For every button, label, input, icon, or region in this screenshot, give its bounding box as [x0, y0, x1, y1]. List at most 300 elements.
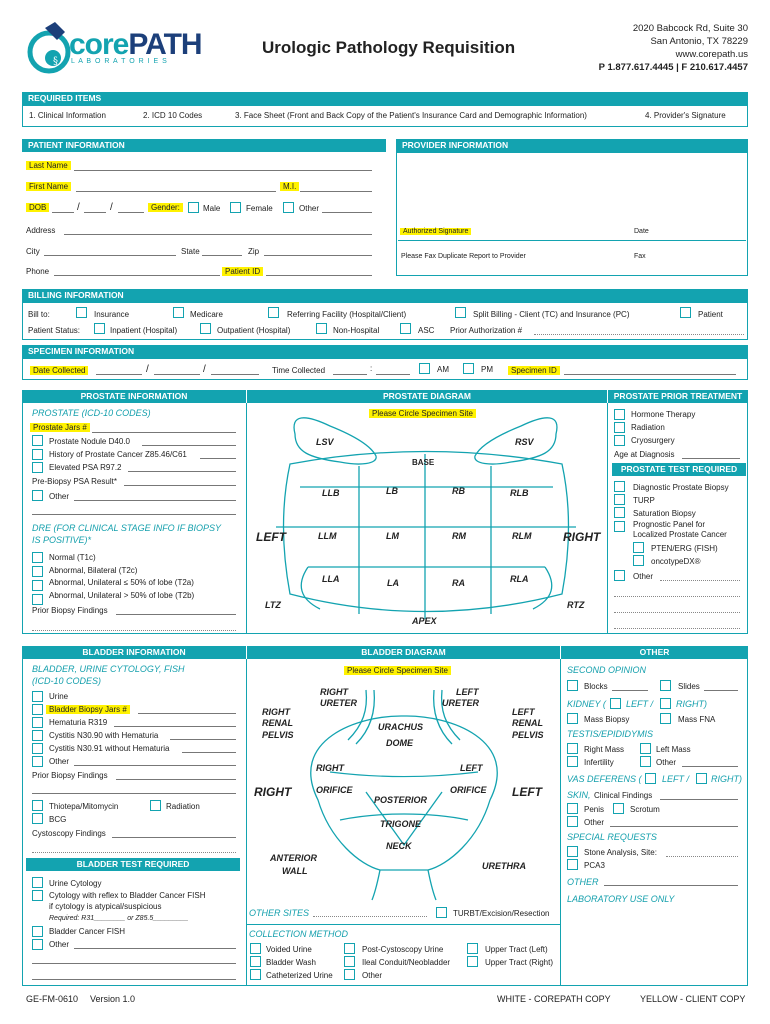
- bladder-diagram-header: BLADDER DIAGRAM: [246, 646, 560, 659]
- left-mass-checkbox[interactable]: [640, 743, 651, 754]
- prostate-prior-biopsy-label: Prior Biopsy Findings: [32, 606, 108, 615]
- dome-label: DOME: [386, 738, 413, 748]
- left-renal-pelvis-label-1: LEFT: [512, 707, 535, 717]
- urethra-label: URETHRA: [482, 861, 526, 871]
- last-name-label: Last Name: [26, 161, 71, 170]
- lsv-label: LSV: [316, 437, 334, 447]
- inpatient-checkbox[interactable]: [94, 323, 105, 334]
- urine-cytology-label: Urine Cytology: [49, 879, 102, 888]
- dre-bilateral-checkbox[interactable]: [32, 566, 43, 577]
- prostate-right-label: RIGHT: [563, 530, 601, 544]
- required-item-3: 3. Face Sheet (Front and Back Copy of the Patient's Insurance Card and Demographic Information): [235, 111, 587, 120]
- dre-unilateral-le50-checkbox[interactable]: [32, 580, 43, 591]
- right-ureter-label-2: URETER: [320, 698, 358, 708]
- required-items-box: [22, 105, 748, 127]
- cytology-reflex-label-2: if cytology is atypical/suspicious: [49, 902, 162, 911]
- skin-other-field[interactable]: [610, 826, 738, 827]
- header-address: [599, 22, 748, 74]
- prostate-other-checkbox[interactable]: [32, 490, 43, 501]
- cystitis-without-hematuria-field[interactable]: [182, 752, 236, 753]
- second-opinion-heading: SECOND OPINION: [567, 665, 647, 675]
- prostate-test-other-field-4[interactable]: [614, 628, 740, 629]
- am-checkbox[interactable]: [419, 363, 430, 374]
- rlb-label: RLB: [510, 488, 529, 498]
- time-hour-field[interactable]: [333, 374, 367, 375]
- ra-label: RA: [452, 578, 465, 588]
- bladder-test-other-field[interactable]: [74, 948, 236, 949]
- llm-label: LLM: [318, 531, 337, 541]
- bill-to-label: Bill to:: [28, 310, 50, 319]
- outpatient-checkbox[interactable]: [200, 323, 211, 334]
- gender-other-field[interactable]: [322, 212, 372, 213]
- address-line1: 2020 Babcock Rd, Suite 30: [632, 23, 748, 34]
- phone-field[interactable]: [54, 275, 220, 276]
- cytology-reflex-checkbox[interactable]: [32, 890, 43, 901]
- voided-urine-checkbox[interactable]: [250, 943, 261, 954]
- right-mass-label: Right Mass: [584, 745, 625, 754]
- bladder-radiation-checkbox[interactable]: [150, 800, 161, 811]
- rla-label: RLA: [510, 574, 529, 584]
- mass-biopsy-checkbox[interactable]: [567, 713, 578, 724]
- dre-bilateral-label: Abnormal, Bilateral (T2c): [49, 566, 138, 575]
- bladder-right-small-label: RIGHT: [316, 763, 344, 773]
- state-label: State: [181, 247, 200, 256]
- prognostic-panel-label-1: Prognostic Panel for: [633, 520, 706, 529]
- infertility-checkbox[interactable]: [567, 756, 578, 767]
- upper-tract-left-checkbox[interactable]: [467, 943, 478, 954]
- penis-label: Penis: [584, 805, 605, 814]
- prostate-prior-treatment-header: PROSTATE PRIOR TREATMENT: [607, 390, 748, 403]
- right-renal-pelvis-label-3: PELVIS: [262, 730, 294, 740]
- right-renal-pelvis-label-2: RENAL: [262, 718, 293, 728]
- other-cap-field[interactable]: [604, 885, 738, 886]
- zip-field[interactable]: [264, 255, 372, 256]
- slides-checkbox[interactable]: [660, 680, 671, 691]
- form-version: Version 1.0: [90, 994, 136, 1004]
- form-number: GE-FM-0610: [26, 994, 79, 1004]
- gender-male-checkbox[interactable]: [188, 202, 199, 213]
- kidney-left-label: LEFT /: [626, 699, 654, 709]
- prostate-diagram[interactable]: [250, 404, 605, 632]
- gender-other-label: Other: [299, 204, 320, 213]
- stone-analysis-checkbox[interactable]: [567, 846, 578, 857]
- prior-auth-label: Prior Authorization #: [450, 326, 523, 335]
- skin-other-checkbox[interactable]: [567, 816, 578, 827]
- penis-checkbox[interactable]: [567, 803, 578, 814]
- insurance-label: Insurance: [94, 310, 130, 319]
- left-renal-pelvis-label-3: PELVIS: [512, 730, 544, 740]
- specimen-id-label: Specimen ID: [508, 366, 560, 375]
- prostate-prior-biopsy-field[interactable]: [116, 614, 236, 615]
- page-title: Urologic Pathology Requisition: [262, 38, 516, 57]
- lab-use-heading: LABORATORY USE ONLY: [567, 894, 675, 904]
- kidney-right-label: RIGHT): [676, 699, 707, 709]
- mi-label: M.I.: [280, 182, 299, 191]
- bladder-left-small-label: LEFT: [460, 763, 483, 773]
- bladder-prior-biopsy-label: Prior Biopsy Findings: [32, 771, 108, 780]
- specimen-box: [22, 358, 748, 380]
- hematuria-field[interactable]: [114, 726, 236, 727]
- other-sites-label: OTHER SITES: [249, 908, 310, 918]
- address-line2: San Antonio, TX 78229: [650, 36, 748, 47]
- bladder-right-label: RIGHT: [254, 785, 292, 799]
- prostate-jars-label: Prostate Jars #: [30, 423, 90, 432]
- right-renal-pelvis-label-1: RIGHT: [262, 707, 290, 717]
- date-slash-1: /: [146, 364, 149, 375]
- prostate-test-other-field-2[interactable]: [614, 596, 740, 597]
- dre-heading-2: IS POSITIVE)*: [32, 535, 92, 545]
- catheterized-urine-checkbox[interactable]: [250, 969, 261, 980]
- history-prostate-cancer-label: History of Prostate Cancer Z85.46/C61: [49, 450, 187, 459]
- turbt-checkbox[interactable]: [436, 907, 447, 918]
- non-hospital-label: Non-Hospital: [333, 326, 380, 335]
- cystitis-without-hematuria-label: Cystitis N30.91 without Hematuria: [49, 744, 170, 753]
- dob-year[interactable]: [118, 212, 144, 213]
- prostate-test-other-checkbox[interactable]: [614, 570, 625, 581]
- special-requests-heading: SPECIAL REQUESTS: [567, 832, 657, 842]
- other-sites-field[interactable]: [313, 916, 427, 917]
- dre-unilateral-gt50-checkbox[interactable]: [32, 594, 43, 605]
- bladder-divider-2: [560, 659, 561, 986]
- clinical-findings-field[interactable]: [660, 799, 738, 800]
- pre-biopsy-psa-field[interactable]: [124, 485, 236, 486]
- hematuria-label: Hematuria R319: [49, 718, 108, 727]
- bladder-left-label: LEFT: [512, 785, 542, 799]
- prostate-test-header: PROSTATE TEST REQUIRED: [612, 463, 746, 476]
- bladder-test-other-field-3[interactable]: [32, 979, 236, 980]
- prognostic-panel-checkbox[interactable]: [614, 521, 625, 532]
- website: www.corepath.us: [675, 49, 748, 60]
- upper-tract-left-label: Upper Tract (Left): [485, 945, 548, 954]
- post-cystoscopy-urine-label: Post-Cystoscopy Urine: [362, 945, 444, 954]
- state-field[interactable]: [202, 255, 242, 256]
- address-label: Address: [26, 226, 56, 235]
- anterior-wall-label-2: WALL: [282, 866, 308, 876]
- blocks-label: Blocks: [584, 682, 608, 691]
- dre-normal-checkbox[interactable]: [32, 552, 43, 563]
- split-billing-checkbox[interactable]: [455, 307, 466, 318]
- turp-checkbox[interactable]: [614, 494, 625, 505]
- ltz-label: LTZ: [265, 600, 281, 610]
- first-name-field[interactable]: [76, 191, 276, 192]
- age-diagnosis-field[interactable]: [682, 458, 740, 459]
- post-cystoscopy-urine-checkbox[interactable]: [344, 943, 355, 954]
- dre-heading-1: DRE (FOR CLINICAL STAGE INFO IF BIOPSY: [32, 523, 222, 533]
- bladder-icd-heading-2: (ICD-10 CODES): [32, 676, 102, 686]
- hematuria-checkbox[interactable]: [32, 717, 43, 728]
- orifice-right-label: ORIFICE: [450, 785, 487, 795]
- kidney-left-checkbox[interactable]: [610, 698, 621, 709]
- bcg-checkbox[interactable]: [32, 813, 43, 824]
- required-item-2: 2. ICD 10 Codes: [143, 111, 203, 120]
- turp-label: TURP: [633, 496, 655, 505]
- ileal-conduit-label: Ileal Conduit/Neobladder: [362, 958, 451, 967]
- ileal-conduit-checkbox[interactable]: [344, 956, 355, 967]
- bladder-fish-checkbox[interactable]: [32, 926, 43, 937]
- patient-status-label: Patient Status:: [28, 326, 81, 335]
- last-name-field[interactable]: [74, 170, 372, 171]
- other-cap-heading: OTHER: [567, 877, 599, 887]
- gender-female-label: Female: [246, 204, 273, 213]
- medicare-checkbox[interactable]: [173, 307, 184, 318]
- pm-label: PM: [481, 365, 493, 374]
- bladder-wash-checkbox[interactable]: [250, 956, 261, 967]
- bladder-radiation-label: Radiation: [166, 802, 200, 811]
- other-header: OTHER: [560, 646, 748, 659]
- base-label: BASE: [412, 458, 435, 467]
- referring-facility-label: Referring Facility (Hospital/Client): [287, 310, 407, 319]
- cystitis-with-hematuria-checkbox[interactable]: [32, 730, 43, 741]
- bladder-test-other-checkbox[interactable]: [32, 939, 43, 950]
- llb-label: LLB: [322, 488, 340, 498]
- bladder-prior-biopsy-field[interactable]: [116, 779, 236, 780]
- upper-tract-right-label: Upper Tract (Right): [485, 958, 554, 967]
- testis-heading: TESTIS/EPIDIDYMIS: [567, 729, 654, 739]
- bladder-test-other-label: Other: [49, 940, 70, 949]
- prostate-left-label: LEFT: [256, 530, 286, 544]
- bladder-other-checkbox[interactable]: [32, 756, 43, 767]
- time-minute-field[interactable]: [376, 374, 410, 375]
- pca3-label: PCA3: [584, 861, 605, 870]
- bladder-test-other-field-2[interactable]: [32, 963, 236, 964]
- voided-urine-label: Voided Urine: [266, 945, 312, 954]
- prostate-jars-field[interactable]: [92, 432, 236, 433]
- dre-normal-label: Normal (T1c): [49, 553, 96, 562]
- fax-duplicate-label: Please Fax Duplicate Report to Provider: [401, 253, 526, 260]
- apex-label: APEX: [412, 616, 437, 626]
- hormone-therapy-label: Hormone Therapy: [631, 410, 696, 419]
- slides-field[interactable]: [704, 690, 738, 691]
- hormone-therapy-checkbox[interactable]: [614, 409, 625, 420]
- non-hospital-checkbox[interactable]: [316, 323, 327, 334]
- elevated-psa-field[interactable]: [128, 471, 236, 472]
- outpatient-label: Outpatient (Hospital): [217, 326, 291, 335]
- prostate-nodule-checkbox[interactable]: [32, 435, 43, 446]
- insurance-checkbox[interactable]: [76, 307, 87, 318]
- blocks-field[interactable]: [612, 690, 648, 691]
- prostate-test-other-field[interactable]: [660, 580, 740, 581]
- cystoscopy-findings-label: Cystoscopy Findings: [32, 829, 106, 838]
- asc-checkbox[interactable]: [400, 323, 411, 334]
- diagnostic-biopsy-label: Diagnostic Prostate Biopsy: [633, 483, 729, 492]
- prostate-test-other-field-3[interactable]: [614, 612, 740, 613]
- prostate-divider-1: [246, 403, 247, 634]
- vas-deferens-heading: VAS DEFERENS (: [567, 774, 642, 784]
- turbt-label: TURBT/Excision/Resection: [453, 909, 550, 918]
- provider-fax-label: Fax: [634, 253, 646, 260]
- history-prostate-cancer-checkbox[interactable]: [32, 449, 43, 460]
- prostate-info-header: PROSTATE INFORMATION: [22, 390, 246, 403]
- cystoscopy-findings-field-2[interactable]: [32, 852, 236, 853]
- billing-patient-checkbox[interactable]: [680, 307, 691, 318]
- svg-text:§: §: [53, 56, 58, 67]
- bladder-other-label: Other: [49, 757, 70, 766]
- bladder-prior-biopsy-field-2[interactable]: [32, 793, 236, 794]
- am-label: AM: [437, 365, 449, 374]
- cystitis-with-hematuria-field[interactable]: [170, 739, 236, 740]
- vas-left-label: LEFT /: [662, 774, 690, 784]
- pten-erg-checkbox[interactable]: [633, 542, 644, 553]
- urine-checkbox[interactable]: [32, 691, 43, 702]
- bladder-other-field[interactable]: [74, 765, 236, 766]
- date-collected-label: Date Collected: [30, 366, 88, 375]
- logo: [25, 18, 225, 78]
- bladder-biopsy-jars-field[interactable]: [138, 713, 236, 714]
- urachus-label: URACHUS: [378, 722, 423, 732]
- kidney-right-checkbox[interactable]: [660, 698, 671, 709]
- asc-label: ASC: [418, 326, 435, 335]
- scrotum-checkbox[interactable]: [613, 803, 624, 814]
- prior-auth-field[interactable]: [534, 334, 744, 335]
- city-label: City: [26, 247, 40, 256]
- provider-info-header: PROVIDER INFORMATION: [396, 139, 748, 152]
- lb-label: LB: [386, 486, 398, 496]
- patient-id-field[interactable]: [266, 275, 372, 276]
- prostate-prior-biopsy-field-2[interactable]: [32, 630, 236, 631]
- patient-info-header: PATIENT INFORMATION: [22, 139, 386, 152]
- mass-fna-checkbox[interactable]: [660, 713, 671, 724]
- required-item-4: 4. Provider's Signature: [645, 111, 726, 120]
- white-copy-label: WHITE - COREPATH COPY: [497, 994, 611, 1004]
- mass-biopsy-label: Mass Biopsy: [584, 715, 630, 724]
- lm-label: LM: [386, 531, 399, 541]
- prostate-divider-2: [607, 403, 608, 634]
- referring-facility-checkbox[interactable]: [268, 307, 279, 318]
- zip-label: Zip: [248, 247, 260, 256]
- right-mass-checkbox[interactable]: [567, 743, 578, 754]
- logo-sub: L A B O R A T O R I E S: [71, 58, 168, 65]
- prostate-circle-site-label: Please Circle Specimen Site: [369, 409, 476, 418]
- cystoscopy-findings-field[interactable]: [112, 837, 236, 838]
- left-ureter-label-2: URETER: [442, 698, 480, 708]
- date-slash-2: /: [203, 364, 206, 375]
- clinical-findings-label: Clinical Findings: [594, 791, 653, 800]
- cytology-reflex-label-1: Cytology with reflex to Bladder Cancer FISH: [49, 891, 206, 900]
- left-renal-pelvis-label-2: RENAL: [512, 718, 543, 728]
- required-items-header: REQUIRED ITEMS: [22, 92, 748, 105]
- gender-label: Gender:: [148, 203, 183, 212]
- lla-label: LLA: [322, 574, 340, 584]
- dre-unilateral-gt50-label: Abnormal, Unilateral > 50% of lobe (T2b): [49, 591, 195, 600]
- neck-label: NECK: [386, 841, 412, 851]
- billing-patient-label: Patient: [698, 310, 723, 319]
- collection-other-label: Other: [362, 971, 383, 980]
- urine-cytology-checkbox[interactable]: [32, 877, 43, 888]
- pre-biopsy-psa-label: Pre-Biopsy PSA Result*: [32, 477, 117, 486]
- dob-month[interactable]: [52, 212, 74, 213]
- elevated-psa-checkbox[interactable]: [32, 462, 43, 473]
- gender-male-label: Male: [203, 204, 221, 213]
- rlm-label: RLM: [512, 531, 532, 541]
- vas-right-checkbox[interactable]: [696, 773, 707, 784]
- prostate-diagram-header: PROSTATE DIAGRAM: [246, 390, 607, 403]
- cystitis-with-hematuria-label: Cystitis N30.90 with Hematuria: [49, 731, 159, 740]
- date-collected-month[interactable]: [96, 374, 142, 375]
- bladder-biopsy-jars-checkbox[interactable]: [32, 704, 43, 715]
- cryosurgery-checkbox[interactable]: [614, 435, 625, 446]
- specimen-info-header: SPECIMEN INFORMATION: [22, 345, 748, 358]
- mi-field[interactable]: [300, 191, 372, 192]
- pm-checkbox[interactable]: [463, 363, 474, 374]
- logo-core: core: [69, 28, 129, 61]
- bladder-icd-heading-1: BLADDER, URINE CYTOLOGY, FISH: [32, 664, 185, 674]
- kidney-heading: KIDNEY (: [567, 699, 606, 709]
- date-collected-day[interactable]: [154, 374, 200, 375]
- history-prostate-cancer-field[interactable]: [200, 458, 236, 459]
- saturation-biopsy-checkbox[interactable]: [614, 507, 625, 518]
- first-name-label: First Name: [26, 182, 71, 191]
- prostate-nodule-field[interactable]: [142, 445, 236, 446]
- gender-other-checkbox[interactable]: [283, 202, 294, 213]
- rb-label: RB: [452, 486, 465, 496]
- oncotype-checkbox[interactable]: [633, 555, 644, 566]
- stone-analysis-field[interactable]: [666, 856, 738, 857]
- prostate-test-other-label: Other: [633, 572, 654, 581]
- provider-date-label: Date: [634, 228, 649, 235]
- city-field[interactable]: [44, 255, 176, 256]
- pten-erg-label: PTEN/ERG (FISH): [651, 544, 718, 553]
- prostate-nodule-label: Prostate Nodule D40.0: [49, 437, 130, 446]
- trigone-label: TRIGONE: [380, 819, 422, 829]
- required-item-1: 1. Clinical Information: [29, 111, 106, 120]
- prostate-other-field-2[interactable]: [32, 514, 236, 515]
- upper-tract-right-checkbox[interactable]: [467, 956, 478, 967]
- phone-label: Phone: [26, 267, 50, 276]
- authorized-signature-label: Authorized Signature: [400, 228, 471, 235]
- dob-day[interactable]: [84, 212, 106, 213]
- testis-other-field[interactable]: [682, 766, 738, 767]
- dob-label: DOB: [26, 203, 49, 212]
- dob-slash-2: /: [110, 202, 113, 213]
- prognostic-panel-label-2: Localized Prostate Cancer: [633, 530, 727, 539]
- vas-left-checkbox[interactable]: [645, 773, 656, 784]
- bladder-biopsy-jars-label: Bladder Biopsy Jars #: [46, 705, 130, 714]
- right-ureter-label-1: RIGHT: [320, 687, 348, 697]
- thiotepa-checkbox[interactable]: [32, 800, 43, 811]
- collection-other-checkbox[interactable]: [344, 969, 355, 980]
- left-mass-label: Left Mass: [656, 745, 691, 754]
- bladder-wash-label: Bladder Wash: [266, 958, 316, 967]
- prostate-other-label: Other: [49, 492, 70, 501]
- la-label: LA: [387, 578, 399, 588]
- skin-heading: SKIN,: [567, 790, 591, 800]
- pca3-checkbox[interactable]: [567, 859, 578, 870]
- prostate-other-field[interactable]: [74, 500, 236, 501]
- authorized-signature-field[interactable]: [398, 240, 746, 241]
- medicare-label: Medicare: [190, 310, 223, 319]
- saturation-biopsy-label: Saturation Biopsy: [633, 509, 696, 518]
- bladder-test-header: BLADDER TEST REQUIRED: [26, 858, 240, 871]
- infertility-label: Infertility: [584, 758, 614, 767]
- gender-female-checkbox[interactable]: [230, 202, 241, 213]
- specimen-id-field[interactable]: [564, 374, 736, 375]
- logo-path: PATH: [128, 28, 202, 61]
- diagnostic-biopsy-checkbox[interactable]: [614, 481, 625, 492]
- age-diagnosis-label: Age at Diagnosis: [614, 450, 675, 459]
- blocks-checkbox[interactable]: [567, 680, 578, 691]
- date-collected-year[interactable]: [211, 374, 259, 375]
- cystitis-without-hematuria-checkbox[interactable]: [32, 743, 43, 754]
- radiation-treatment-checkbox[interactable]: [614, 422, 625, 433]
- thiotepa-label: Thiotepa/Mitomycin: [49, 802, 119, 811]
- yellow-copy-label: YELLOW - CLIENT COPY: [640, 994, 746, 1004]
- testis-other-checkbox[interactable]: [640, 756, 651, 767]
- elevated-psa-label: Elevated PSA R97.2: [49, 463, 122, 472]
- orifice-left-label: ORIFICE: [316, 785, 353, 795]
- address-field[interactable]: [64, 234, 372, 235]
- radiation-treatment-label: Radiation: [631, 423, 665, 432]
- cryosurgery-label: Cryosurgery: [631, 436, 675, 445]
